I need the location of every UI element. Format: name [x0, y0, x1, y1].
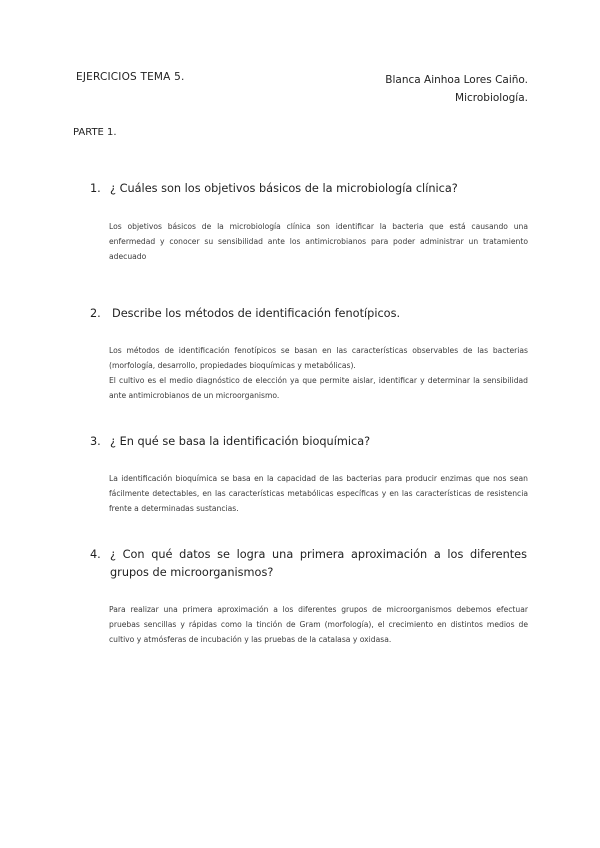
question-text: ¿ Cuáles son los objetivos básicos de la microbiología clínica? [110, 182, 458, 195]
question-1 [90, 180, 527, 198]
answer-2 [109, 343, 528, 403]
answer-paragraph: Los objetivos básicos de la microbiología clínica son identificar la bacteria que está causando una enfermedad y conocer su sensibilidad ante los antimicrobianos para poder administrar un tratamiento adecuado [109, 222, 528, 261]
question-number: 4. [90, 548, 101, 561]
subject-name: Microbiología. [455, 92, 528, 104]
document-title: EJERCICIOS TEMA 5. [76, 71, 185, 83]
answer-3 [109, 471, 528, 516]
question-text: Describe los métodos de identificación fenotípicos. [112, 307, 401, 320]
author-block [385, 71, 528, 107]
answer-paragraph: Los métodos de identificación fenotípicos se basan en las características observables de las bacterias (morfología, desarrollo, propiedades bioquímicas y metabólicas). [109, 346, 528, 370]
question-text: ¿ En qué se basa la identificación bioquímica? [110, 435, 371, 448]
answer-1 [109, 219, 528, 264]
question-4 [90, 546, 527, 582]
author-name: Blanca Ainhoa Lores Caiño. [385, 74, 528, 86]
question-2 [90, 305, 529, 323]
answer-paragraph: La identificación bioquímica se basa en la capacidad de las bacterias para producir enzimas que nos sean fácilmente detectables, en las características metabólicas específicas y en las características de resistencia frente a determinadas sustancias. [109, 474, 528, 513]
question-text: ¿ Con qué datos se logra una primera aproximación a los diferentes grupos de microorganismos? [110, 548, 527, 579]
part-label: PARTE 1. [73, 127, 117, 138]
answer-paragraph: El cultivo es el medio diagnóstico de elección ya que permite aislar, identificar y determinar la sensibilidad ante antimicrobianos de un microorganismo. [109, 376, 528, 400]
question-3 [90, 433, 527, 451]
answer-paragraph: Para realizar una primera aproximación a los diferentes grupos de microorganismos debemos efectuar pruebas sencillas y rápidas como la tinción de Gram (morfología), el crecimiento en distintos medios de cultivo y atmósferas de incubación y las pruebas de la catalasa y oxidasa. [109, 605, 528, 644]
question-number: 1. [90, 182, 101, 195]
question-number: 3. [90, 435, 101, 448]
answer-4 [109, 602, 528, 647]
question-number: 2. [90, 307, 101, 320]
